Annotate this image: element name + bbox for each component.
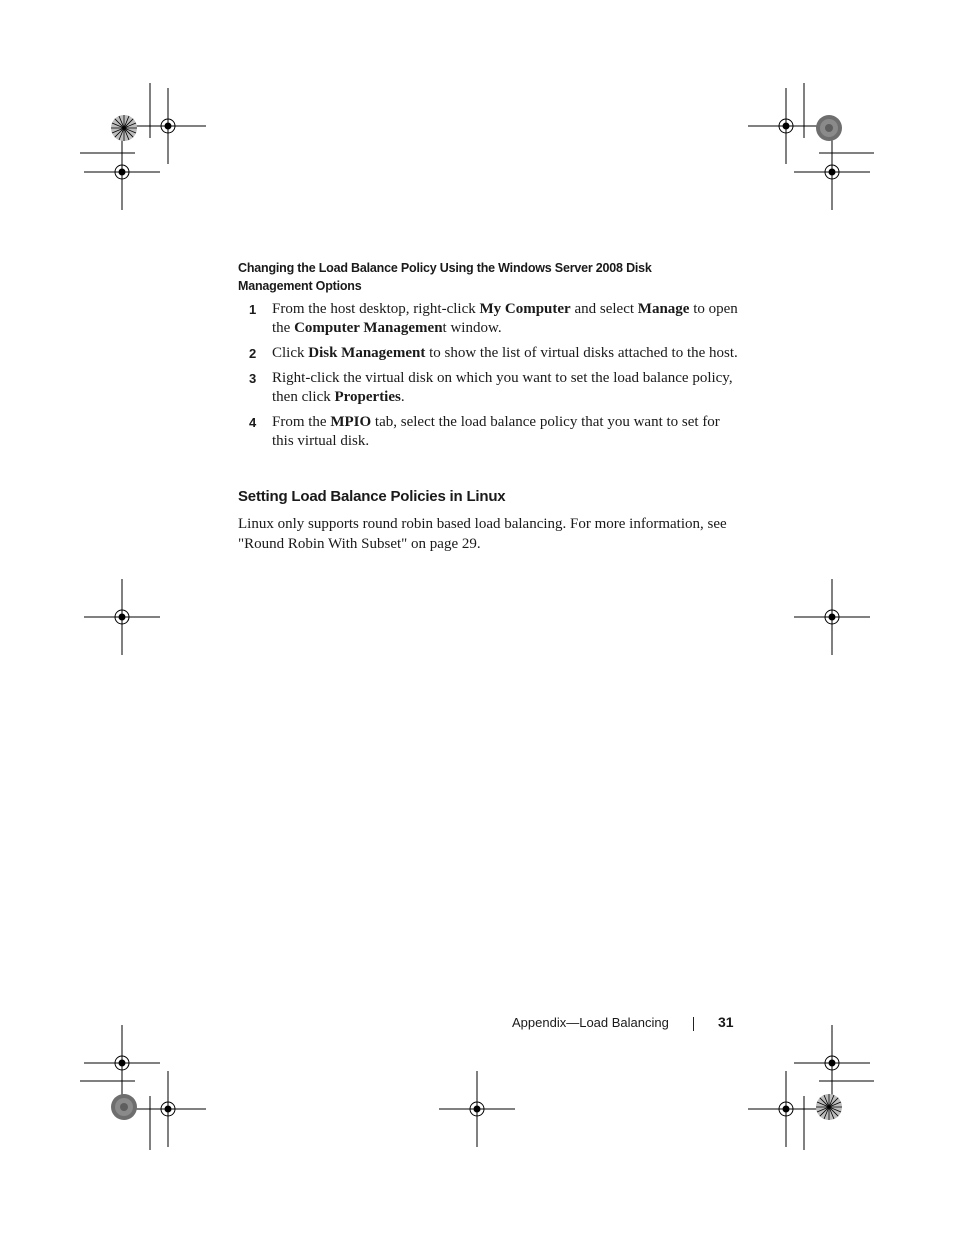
registration-mark-icon: [794, 1025, 870, 1101]
registration-mark-icon: [794, 134, 870, 210]
page-number: 31: [718, 1014, 734, 1030]
footer-divider: [693, 1017, 694, 1031]
ui-term: Properties: [334, 389, 401, 405]
step-text: From the host desktop, right-click: [272, 301, 480, 317]
step-text: From the: [272, 414, 331, 430]
step-number: 4: [249, 415, 257, 430]
step-text: .: [400, 389, 405, 405]
registration-mark-icon: [130, 88, 206, 164]
ui-term: Manage: [637, 301, 690, 317]
registration-mark-icon: [439, 1071, 515, 1147]
step-number: 3: [249, 371, 257, 386]
body-paragraph: Linux only supports round robin based load balancing. For more information, see "Round Robin With Subset" on page 29.: [238, 516, 727, 552]
step-text: tab, select the load balance policy that you want to set for this virtual disk.: [272, 414, 720, 449]
list-item: [238, 369, 738, 407]
step-text: to show the list of virtual disks attached to the host.: [425, 345, 738, 361]
list-item: [238, 344, 738, 363]
density-patch-icon: [816, 115, 842, 141]
registration-mark-icon: [84, 579, 160, 655]
list-item: [238, 413, 738, 451]
step-number: 1: [249, 302, 257, 317]
steps-list: [238, 300, 738, 457]
starburst-icon: [111, 115, 137, 141]
step-text: Right-click the virtual disk on which you want to set the load balance policy, then click: [272, 370, 733, 405]
registration-mark-icon: [748, 1071, 824, 1147]
registration-mark-icon: [130, 1071, 206, 1147]
step-number: 2: [249, 346, 257, 361]
ui-term: My Computer: [479, 301, 571, 317]
ui-term: Disk Management: [308, 345, 426, 361]
subsection-heading: Changing the Load Balance Policy Using the Windows Server 2008 Disk Management Options: [238, 261, 652, 293]
step-text: t window.: [442, 320, 502, 336]
footer-chapter-title: Appendix—Load Balancing: [512, 1015, 669, 1030]
ui-term: Computer Managemen: [294, 320, 443, 336]
step-text: to open the: [272, 301, 738, 336]
ui-term: MPIO: [330, 414, 372, 430]
step-text: Click: [272, 345, 309, 361]
step-text: and select: [570, 301, 638, 317]
list-item: [238, 300, 738, 338]
starburst-icon: [816, 1094, 842, 1120]
registration-mark-icon: [748, 88, 824, 164]
density-patch-icon: [111, 1094, 137, 1120]
section-heading: Setting Load Balance Policies in Linux: [238, 488, 506, 505]
registration-mark-icon: [84, 1025, 160, 1101]
registration-mark-icon: [794, 579, 870, 655]
registration-mark-icon: [84, 134, 160, 210]
